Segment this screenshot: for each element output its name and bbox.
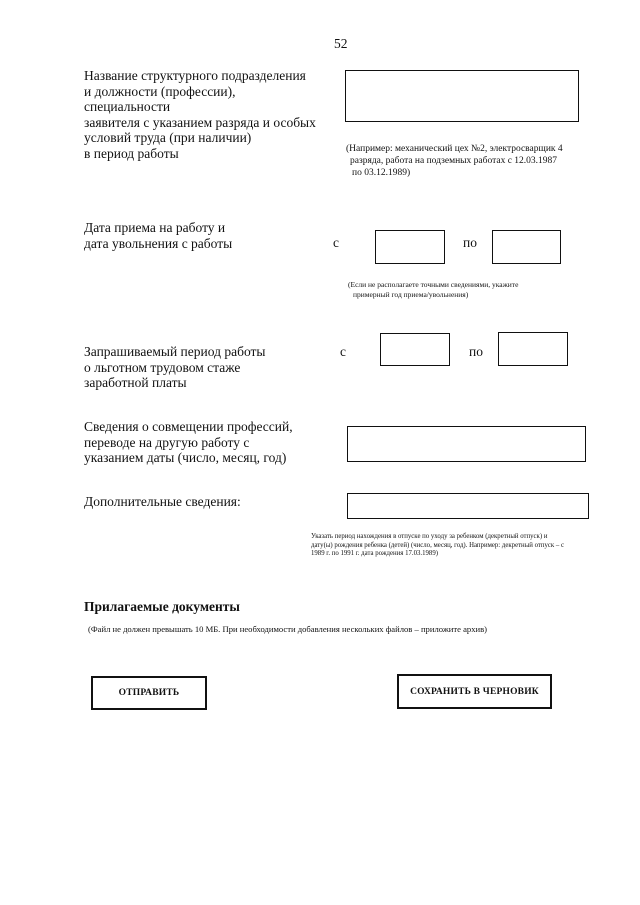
- employment-to-field[interactable]: [492, 230, 561, 264]
- requested-from-label: с: [340, 344, 346, 359]
- label-line: Сведения о совмещении профессий,: [84, 419, 293, 434]
- employment-dates-label: [84, 220, 304, 251]
- employment-to-label: по: [463, 235, 477, 250]
- label-line: Название структурного подразделения: [84, 68, 306, 83]
- attachments-title: Прилагаемые документы: [84, 599, 240, 614]
- label-line: Дата приема на работу и: [84, 220, 226, 235]
- hint-line: разряда, работа на подземных работах с 12.03.1987: [350, 156, 558, 166]
- hint-line: по 03.12.1989): [352, 168, 411, 178]
- requested-period-label: [84, 344, 304, 391]
- requested-to-field[interactable]: [498, 332, 568, 366]
- structural-unit-label: [84, 68, 324, 161]
- save-draft-button[interactable]: СОХРАНИТЬ В ЧЕРНОВИК: [397, 674, 552, 709]
- additional-field[interactable]: [347, 493, 589, 519]
- employment-from-field[interactable]: [375, 230, 445, 264]
- combination-field[interactable]: [347, 426, 586, 462]
- additional-hint: [311, 533, 601, 559]
- employment-dates-hint: [348, 280, 578, 299]
- label-line: в период работы: [84, 145, 179, 161]
- requested-to-label: по: [469, 344, 483, 359]
- requested-from-field[interactable]: [380, 333, 450, 366]
- structural-unit-field[interactable]: [345, 70, 579, 122]
- employment-from-label: с: [333, 235, 339, 250]
- hint-line: примерный год приема/увольнения): [353, 289, 469, 299]
- hint-line: (Если не располагаете точными сведениями, укажите: [348, 280, 519, 289]
- label-line: заработной платы: [84, 375, 187, 390]
- label-line: Запрашиваемый период работы: [84, 344, 266, 359]
- label-line: указанием даты (число, месяц, год): [84, 450, 287, 465]
- label-line: о льготном трудовом стаже: [84, 359, 241, 375]
- label-line: и должности (профессии), специальности: [84, 83, 236, 114]
- hint-line: дату(ы) рождения ребенка (детей) (число, месяц, год). Например: декретный отпуск – с: [311, 541, 565, 549]
- submit-button[interactable]: ОТПРАВИТЬ: [91, 676, 207, 710]
- structural-unit-hint: [346, 143, 596, 179]
- label-line: дата увольнения с работы: [84, 235, 233, 251]
- label-line: переводе на другую работу с: [84, 434, 250, 450]
- additional-label: Дополнительные сведения:: [84, 494, 241, 509]
- attachments-note[interactable]: (Файл не должен превышать 10 МБ. При необходимости добавления нескольких файлов – приложите архив): [88, 624, 488, 634]
- combination-label: [84, 419, 324, 466]
- hint-line: 1989 г. по 1991 г. дата рождения 17.03.1989): [311, 550, 438, 558]
- label-line: заявителя с указанием разряда и особых: [84, 114, 316, 130]
- page-number: 52: [334, 36, 348, 51]
- hint-line: Указать период нахождения в отпуске по уходу за ребенком (декретный отпуск) и: [311, 533, 548, 540]
- label-line: условий труда (при наличии): [84, 130, 252, 145]
- hint-line: (Например: механический цех №2, электросварщик 4: [346, 144, 563, 154]
